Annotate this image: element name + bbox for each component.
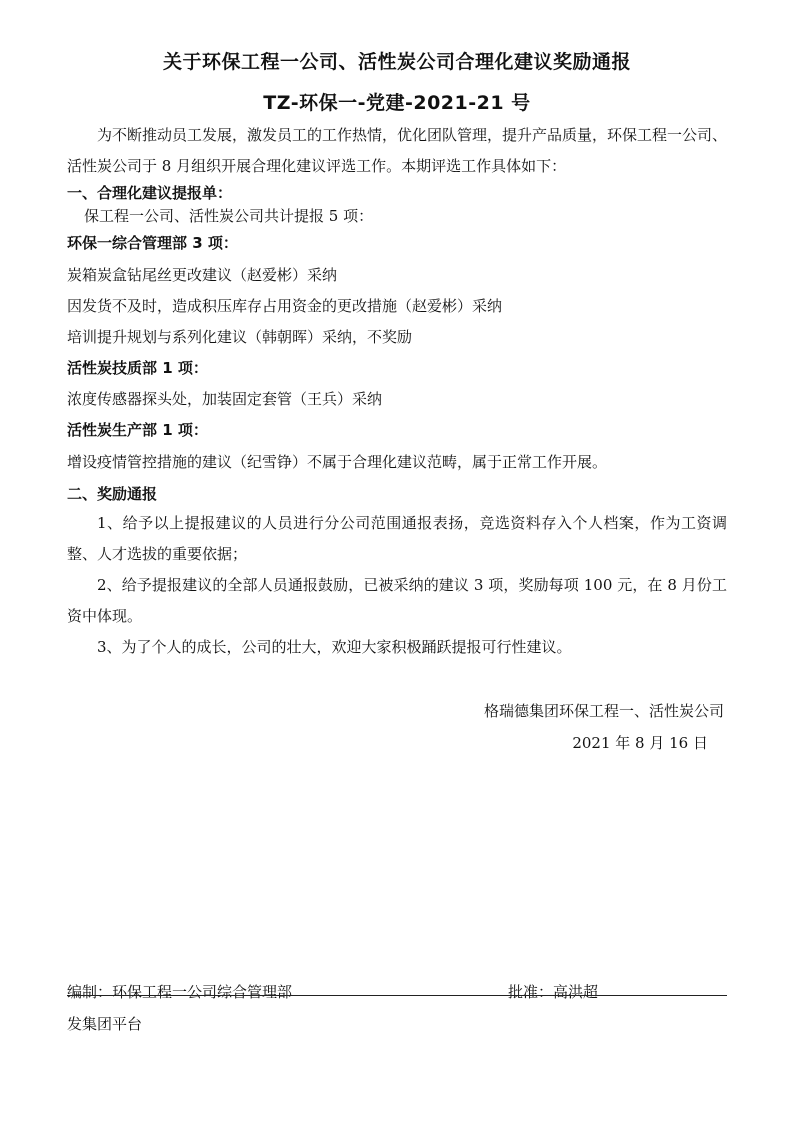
group-heading-production: 活性炭生产部 1 项： [67,421,208,439]
signature-org: 格瑞德集团环保工程一、活性炭公司 [483,702,724,720]
group-heading-tech: 活性炭技质部 1 项： [67,359,208,377]
footer-divider [67,995,727,996]
reward-item: 2、给予提报建议的全部人员通报鼓励，已被采纳的建议 3 项，奖励每项 100 元，在 8 月份工资中体现。 [67,576,727,625]
footer-compiler: 编制：环保工程一公司综合管理部 [67,983,293,1001]
footer-distribution: 发集团平台 [67,1015,143,1033]
document-title: 关于环保工程一公司、活性炭公司合理化建议奖励通报 [162,51,631,73]
section2-heading: 二、奖励通报 [67,485,158,503]
section1-heading: 一、合理化建议提报单： [67,184,233,202]
reward-item: 1、给予以上提报建议的人员进行分公司范围通报表扬，竞选资料存入个人档案，作为工资调整、人才选拔的重要依据； [67,514,727,563]
document-number: TZ-环保一-党建-2021-21 号 [263,92,531,114]
list-item: 因发货不及时，造成积压库存占用资金的更改措施（赵爱彬）采纳 [67,297,503,315]
footer-approver: 批准：高洪超 [508,983,599,1001]
list-item: 炭箱炭盒钻尾丝更改建议（赵爱彬）采纳 [67,266,338,284]
list-item: 培训提升规划与系列化建议（韩朝晖）采纳，不奖励 [67,328,413,346]
group-heading-admin: 环保一综合管理部 3 项： [67,234,238,252]
intro-paragraph: 为不断推动员工发展，激发员工的工作热情，优化团队管理，提升产品质量，环保工程一公司、活性炭公司于 8 月组织开展合理化建议评选工作。本期评选工作具体如下： [67,126,728,175]
reward-item: 3、为了个人的成长，公司的壮大，欢迎大家积极踊跃提报可行性建议。 [97,638,572,656]
signature-date: 2021 年 8 月 16 日 [572,734,708,752]
list-item: 增设疫情管控措施的建议（纪雪铮）不属于合理化建议范畴，属于正常工作开展。 [67,453,608,471]
list-item: 浓度传感器探头处，加装固定套管（王兵）采纳 [67,390,383,408]
section1-summary: 保工程一公司、活性炭公司共计提报 5 项： [84,207,374,225]
